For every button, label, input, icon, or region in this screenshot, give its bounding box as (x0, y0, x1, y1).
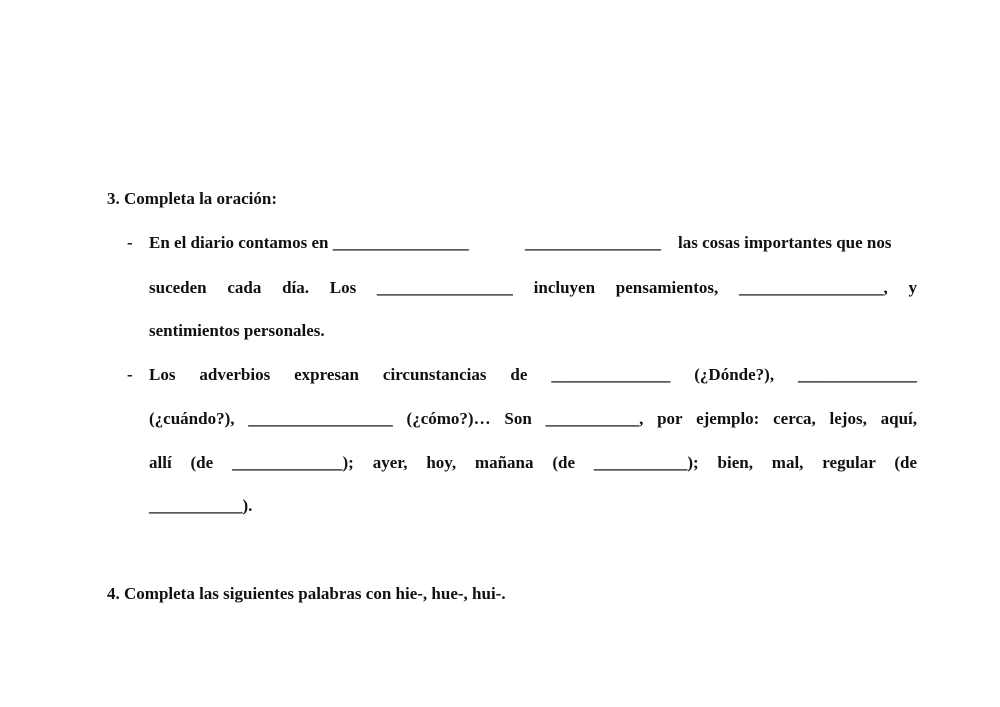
bullet-marker: - (127, 233, 133, 252)
q3-bullet2-line3: allí (de _____________); ayer, hoy, mañana (de ___________); bien, mal, regular (de (149, 453, 917, 472)
q3-bullet2-line1: Los adverbios expresan circunstancias de ______________ (¿Dónde?), ______________ (149, 365, 917, 384)
q3-bullet1-line3: sentimientos personales. (149, 321, 325, 340)
q3-bullet1-line2: suceden cada día. Los ________________ incluyen pensamientos, _________________, y (149, 278, 917, 297)
q3-bullet1-line1-a: En el diario contamos en ________________ (149, 233, 469, 252)
question-3-title: 3. Completa la oración: (107, 189, 277, 208)
q3-bullet2-line4: ___________). (149, 496, 253, 515)
question-4-title: 4. Completa las siguientes palabras con hie-, hue-, hui-. (107, 584, 506, 603)
q3-bullet1-line1-b: ________________ (525, 233, 661, 252)
q3-bullet1-line1-c: las cosas importantes que nos (678, 233, 892, 252)
bullet-marker: - (127, 365, 133, 384)
q3-bullet2-line2: (¿cuándo?), _________________ (¿cómo?)… Son ___________, por ejemplo: cerca, lejos, aquí, (149, 409, 917, 428)
